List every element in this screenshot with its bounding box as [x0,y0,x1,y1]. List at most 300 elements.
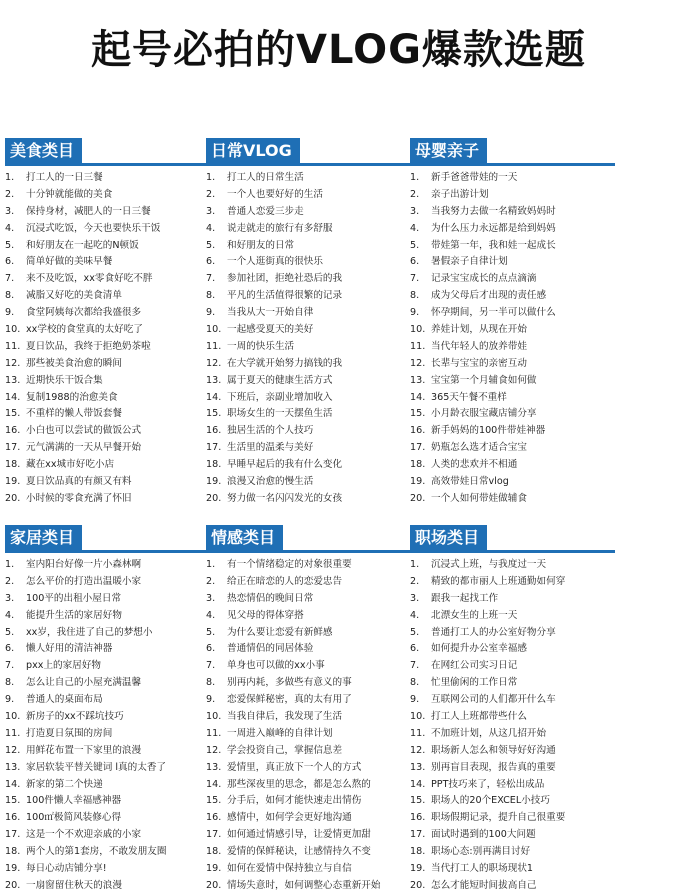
item-number: 2. [410,188,420,200]
item-text: 爱情里，真正放下一个人的方式 [227,761,362,773]
item-number: 17. [410,829,426,841]
list-item [5,658,210,675]
item-text: 怀孕期间，另一半可以做什么 [431,307,556,319]
list-item [5,339,210,356]
item-number: 14. [206,778,222,790]
item-number: 6. [206,643,216,655]
item-number: 20. [410,492,426,504]
item-text: 努力做一名闪闪发光的女孩 [227,492,343,504]
category-underline [5,163,210,166]
item-text: 忙里偷闲的工作日常 [431,677,518,689]
item-number: 4. [410,222,420,234]
list-item [5,608,210,625]
list-item [410,743,615,760]
page-title: 起号必拍的VLOG爆款选题 [91,27,586,73]
item-number: 6. [5,256,15,268]
item-text: 简单好做的美味早餐 [26,256,113,268]
list-item [206,373,411,390]
list-item [410,288,615,305]
item-number: 13. [206,761,222,773]
item-number: 7. [410,273,420,285]
item-number: 18. [5,846,21,858]
item-number: 17. [5,442,21,454]
item-text: 十分钟就能做的美食 [26,188,113,200]
item-text: 生活里的温柔与美好 [227,442,314,454]
list-item [410,322,615,339]
list-item [206,777,411,794]
item-number: 9. [410,694,420,706]
list-item [206,238,411,255]
category-underline [410,163,615,166]
item-number: 9. [5,307,15,319]
item-text: 打工人的一日三餐 [26,172,103,183]
item-text: 那些深夜里的思念，都是怎么熬的 [227,778,371,790]
item-number: 19. [5,476,21,488]
list-item [5,204,210,221]
item-text: 如何通过情感引导，让爱情更加甜 [227,829,371,841]
list-item [206,709,411,726]
item-number: 4. [5,222,15,234]
item-number: 10. [5,711,21,723]
topic-list [5,170,210,508]
list-item [410,170,615,187]
item-text: 如何在爱情中保持独立与自信 [227,863,352,875]
item-text: PPT技巧来了，轻松出成品 [431,778,545,790]
item-text: 互联网公司的人们都开什么车 [431,694,556,706]
list-item [5,457,210,474]
list-item [410,271,615,288]
item-text: 当我从大一开始自律 [227,307,314,319]
item-number: 20. [5,879,21,891]
list-item [5,878,210,895]
item-text: 职场心态:别再满目讨好 [431,846,531,858]
list-item [5,726,210,743]
item-text: 浪漫又治愈的慢生活 [227,476,314,488]
item-number: 14. [410,391,426,403]
item-number: 12. [410,357,426,369]
list-item [206,254,411,271]
list-item [5,406,210,423]
list-item [206,793,411,810]
item-text: 单身也可以做的xx小事 [227,660,325,672]
item-text: 这是一个不欢迎亲戚的小家 [26,829,142,841]
item-number: 20. [5,492,21,504]
list-item [410,440,615,457]
item-number: 15. [206,408,222,420]
item-text: 长辈与宝宝的亲密互动 [431,357,527,369]
item-text: 面试时遇到的100大问题 [431,829,536,841]
list-item [206,423,411,440]
item-text: 带娃第一年，我和娃一起成长 [431,239,556,251]
section-home [5,525,210,895]
list-item [206,692,411,709]
item-number: 20. [410,879,426,891]
list-item [410,356,615,373]
item-text: 沉浸式上班，与我度过一天 [431,559,547,570]
list-item [5,423,210,440]
item-text: 养娃计划，从现在开始 [431,324,527,336]
list-item [5,390,210,407]
item-number: 1. [410,172,420,183]
list-item [206,187,411,204]
item-text: 那些被美食治愈的瞬间 [26,357,122,369]
list-item [206,305,411,322]
item-text: 用鲜花布置一下家里的浪漫 [26,744,142,756]
item-number: 17. [5,829,21,841]
item-number: 11. [206,340,222,352]
section-parenting [410,138,615,508]
list-item [410,491,615,508]
list-item [5,356,210,373]
item-text: 100㎡极简风装修心得 [26,812,122,824]
category-label: 母婴亲子 [410,138,487,163]
item-text: 100平的出租小屋日常 [26,592,122,604]
item-number: 10. [206,324,222,336]
list-item [206,608,411,625]
item-number: 18. [410,459,426,471]
item-number: 12. [206,744,222,756]
item-number: 11. [410,340,426,352]
category-underline [206,550,411,553]
item-number: 5. [206,626,216,638]
list-item [5,238,210,255]
list-item [410,844,615,861]
item-text: 室内阳台好像一片小森林啊 [26,559,142,570]
item-number: 2. [5,188,15,200]
list-item [5,170,210,187]
item-number: 17. [206,829,222,841]
item-number: 10. [206,711,222,723]
item-number: 2. [410,575,420,587]
item-text: 近期快乐干饭合集 [26,374,103,386]
category-underline [410,550,615,553]
item-text: 夏日饮品真的有颜又有料 [26,476,132,488]
topic-list [5,557,210,895]
item-number: 19. [5,863,21,875]
item-text: 早睡早起后的我有什么变化 [227,459,343,471]
item-number: 8. [410,290,420,302]
section-food [5,138,210,508]
item-number: 14. [206,391,222,403]
item-number: 15. [410,795,426,807]
item-number: 18. [206,846,222,858]
list-item [5,692,210,709]
item-number: 3. [5,592,15,604]
topic-list [206,170,411,508]
list-item [5,641,210,658]
list-item [206,675,411,692]
item-number: 8. [5,290,15,302]
item-number: 16. [410,812,426,824]
item-number: 11. [5,727,21,739]
item-text: 复制1988的治愈美食 [26,391,118,403]
item-text: 为什么压力永远都是给到妈妈 [431,222,556,234]
item-text: 家居软装平替关键词 l真的太香了 [26,761,167,773]
list-item [5,793,210,810]
item-text: 每日心动店铺分享! [26,863,107,875]
list-item [5,440,210,457]
item-text: 不加班计划，从这几招开始 [431,727,547,739]
list-item [206,288,411,305]
item-text: 和好朋友在一起吃的N顿饭 [26,239,139,251]
item-number: 3. [410,205,420,217]
list-item [410,373,615,390]
list-item [410,204,615,221]
list-item [5,557,210,574]
item-text: xx学校的食堂真的太好吃了 [26,324,143,336]
item-text: 100件懒人幸福感神器 [26,795,122,807]
topic-list [206,557,411,895]
item-number: 15. [410,408,426,420]
item-number: 10. [410,711,426,723]
item-text: 北漂女生的上班一天 [431,609,518,621]
item-number: 3. [206,205,216,217]
item-number: 6. [206,256,216,268]
item-number: 19. [410,863,426,875]
item-number: 7. [206,273,216,285]
item-text: 怎么才能短时间拔高自己 [431,879,537,891]
item-text: 新手妈妈的100件带娃神器 [431,425,546,437]
item-number: 3. [410,592,420,604]
list-item [5,777,210,794]
item-text: 保持身材，减肥人的一日三餐 [26,205,151,217]
item-number: 12. [5,357,21,369]
list-item [206,204,411,221]
list-item [5,474,210,491]
item-text: 两个人的第1套房，不敢发朋友圈 [26,846,167,858]
item-text: 给正在暗恋的人的恋爱忠告 [227,575,343,587]
item-number: 10. [410,324,426,336]
item-text: 新手爸爸带娃的一天 [431,172,518,183]
item-text: 小白也可以尝试的做饭公式 [26,425,142,437]
item-number: 3. [5,205,15,217]
item-text: 新家的第二个快递 [26,778,103,790]
item-number: 8. [5,677,15,689]
list-item [5,709,210,726]
list-item [410,777,615,794]
item-text: 当代打工人的职场现状1 [431,863,534,875]
item-text: 当我自律后，我发现了生活 [227,711,343,723]
item-text: 精致的都市丽人上班通勤如何穿 [431,575,566,587]
list-item [410,591,615,608]
list-item [206,457,411,474]
list-item [206,591,411,608]
item-text: 怎么让自己的小屋充满温馨 [26,677,142,689]
item-number: 1. [5,172,15,183]
list-item [410,641,615,658]
item-text: 打工人的日常生活 [227,172,304,183]
item-text: 亲子出游计划 [431,188,489,200]
item-number: 19. [206,863,222,875]
item-number: 19. [410,476,426,488]
item-text: 普通打工人的办公室好物分享 [431,626,556,638]
category-label: 美食类目 [5,138,82,163]
item-number: 14. [5,391,21,403]
item-text: 分手后，如何才能快速走出情伤 [227,795,362,807]
item-number: 12. [410,744,426,756]
list-item [5,574,210,591]
list-item [206,356,411,373]
item-text: 食堂阿姨每次都给我盛很多 [26,307,142,319]
item-text: 宝宝第一个月辅食如何做 [431,374,537,386]
item-number: 15. [206,795,222,807]
item-text: 小月龄衣服宝藏店铺分享 [431,408,537,420]
item-text: 恋爱保鲜秘密，真的太有用了 [227,694,352,706]
item-number: 12. [5,744,21,756]
item-number: 8. [410,677,420,689]
item-text: 一周的快乐生活 [227,340,295,352]
list-item [206,574,411,591]
list-item [206,641,411,658]
item-number: 2. [5,575,15,587]
item-text: 说走就走的旅行有多舒服 [227,222,333,234]
list-item [5,305,210,322]
item-text: 不重样的懒人带饭套餐 [26,408,122,420]
section-daily-vlog [206,138,411,508]
item-text: 热恋情侣的晚间日常 [227,592,314,604]
item-number: 15. [5,408,21,420]
item-text: 属于夏天的健康生活方式 [227,374,333,386]
item-text: 能提升生活的家居好物 [26,609,122,621]
item-number: 15. [5,795,21,807]
item-number: 18. [410,846,426,858]
list-item [5,288,210,305]
item-number: 16. [5,812,21,824]
item-text: 别再盲目表现，报告真的重要 [431,761,556,773]
list-item [5,591,210,608]
list-item [410,625,615,642]
list-item [5,491,210,508]
item-text: 365天午餐不重样 [431,391,507,403]
list-item [5,322,210,339]
item-number: 1. [206,559,216,570]
list-item [410,878,615,895]
list-item [410,238,615,255]
item-text: 参加社团，拒绝社恐后的我 [227,273,343,285]
item-number: 14. [5,778,21,790]
list-item [206,557,411,574]
item-number: 18. [206,459,222,471]
item-text: 元气满满的一天从早餐开始 [26,442,142,454]
item-text: 奶瓶怎么选才适合宝宝 [431,442,527,454]
item-number: 4. [5,609,15,621]
item-text: pxx上的家居好物 [26,660,102,672]
list-item [206,339,411,356]
list-item [410,793,615,810]
list-item [206,844,411,861]
item-number: 17. [410,442,426,454]
section-emotion [206,525,411,895]
list-item [5,254,210,271]
item-number: 16. [206,812,222,824]
item-text: 感情中，如何学会更好地沟通 [227,812,352,824]
item-number: 20. [206,492,222,504]
item-text: 职场人的20个EXCEL小技巧 [431,795,550,807]
item-number: 7. [5,273,15,285]
item-number: 10. [5,324,21,336]
list-item [206,658,411,675]
list-item [206,827,411,844]
list-item [5,221,210,238]
item-text: 减脂又好吃的美食清单 [26,290,122,302]
list-item [410,827,615,844]
section-workplace [410,525,615,895]
list-item [5,810,210,827]
item-text: 怎么平价的打造出温暖小家 [26,575,142,587]
list-item [410,457,615,474]
item-number: 6. [5,643,15,655]
item-text: 普通人的桌面布局 [26,694,103,706]
list-item [206,760,411,777]
item-number: 6. [410,643,420,655]
list-item [410,254,615,271]
item-number: 5. [5,239,15,251]
list-item [5,743,210,760]
item-text: 别再内耗，多做些有意义的事 [227,677,352,689]
list-item [410,658,615,675]
list-item [206,810,411,827]
item-text: 记录宝宝成长的点点滴滴 [431,273,537,285]
item-number: 7. [206,660,216,672]
list-item [5,844,210,861]
list-item [206,440,411,457]
item-number: 2. [206,188,216,200]
list-item [410,709,615,726]
item-number: 8. [206,290,216,302]
item-text: 职场新人怎么和领导好好沟通 [431,744,556,756]
category-underline [206,163,411,166]
list-item [410,221,615,238]
item-text: 一个人逛街真的很快乐 [227,256,323,268]
list-item [5,675,210,692]
item-text: 在网红公司实习日记 [431,660,518,672]
item-number: 9. [206,307,216,319]
item-text: 和好朋友的日常 [227,239,295,251]
item-text: 暑假亲子自律计划 [431,256,508,268]
list-item [206,170,411,187]
list-item [206,271,411,288]
topic-list [410,170,615,508]
list-item [206,322,411,339]
item-number: 13. [206,374,222,386]
item-number: 5. [410,626,420,638]
item-text: 藏在xx城市好吃小店 [26,459,115,471]
item-number: 3. [206,592,216,604]
item-text: 跟我一起找工作 [431,592,499,604]
list-item [206,406,411,423]
item-text: 懒人好用的清洁神器 [26,643,113,655]
item-number: 5. [5,626,15,638]
category-label: 日常VLOG [206,138,300,163]
item-number: 9. [410,307,420,319]
item-number: 6. [410,256,420,268]
item-text: 打造夏日氛围的房间 [26,727,113,739]
item-text: 人类的悲欢并不相通 [431,459,518,471]
item-text: 一个人也要好好的生活 [227,188,323,200]
item-text: 一扇窗留住秋天的浪漫 [26,879,122,891]
item-text: 成为父母后才出现的责任感 [431,290,547,302]
item-number: 4. [206,222,216,234]
list-item [206,861,411,878]
item-number: 5. [410,239,420,251]
item-number: 16. [206,425,222,437]
list-item [410,305,615,322]
list-item [206,474,411,491]
item-number: 13. [410,761,426,773]
item-number: 13. [5,761,21,773]
item-text: 如何提升办公室幸福感 [431,643,527,655]
item-number: 1. [410,559,420,570]
